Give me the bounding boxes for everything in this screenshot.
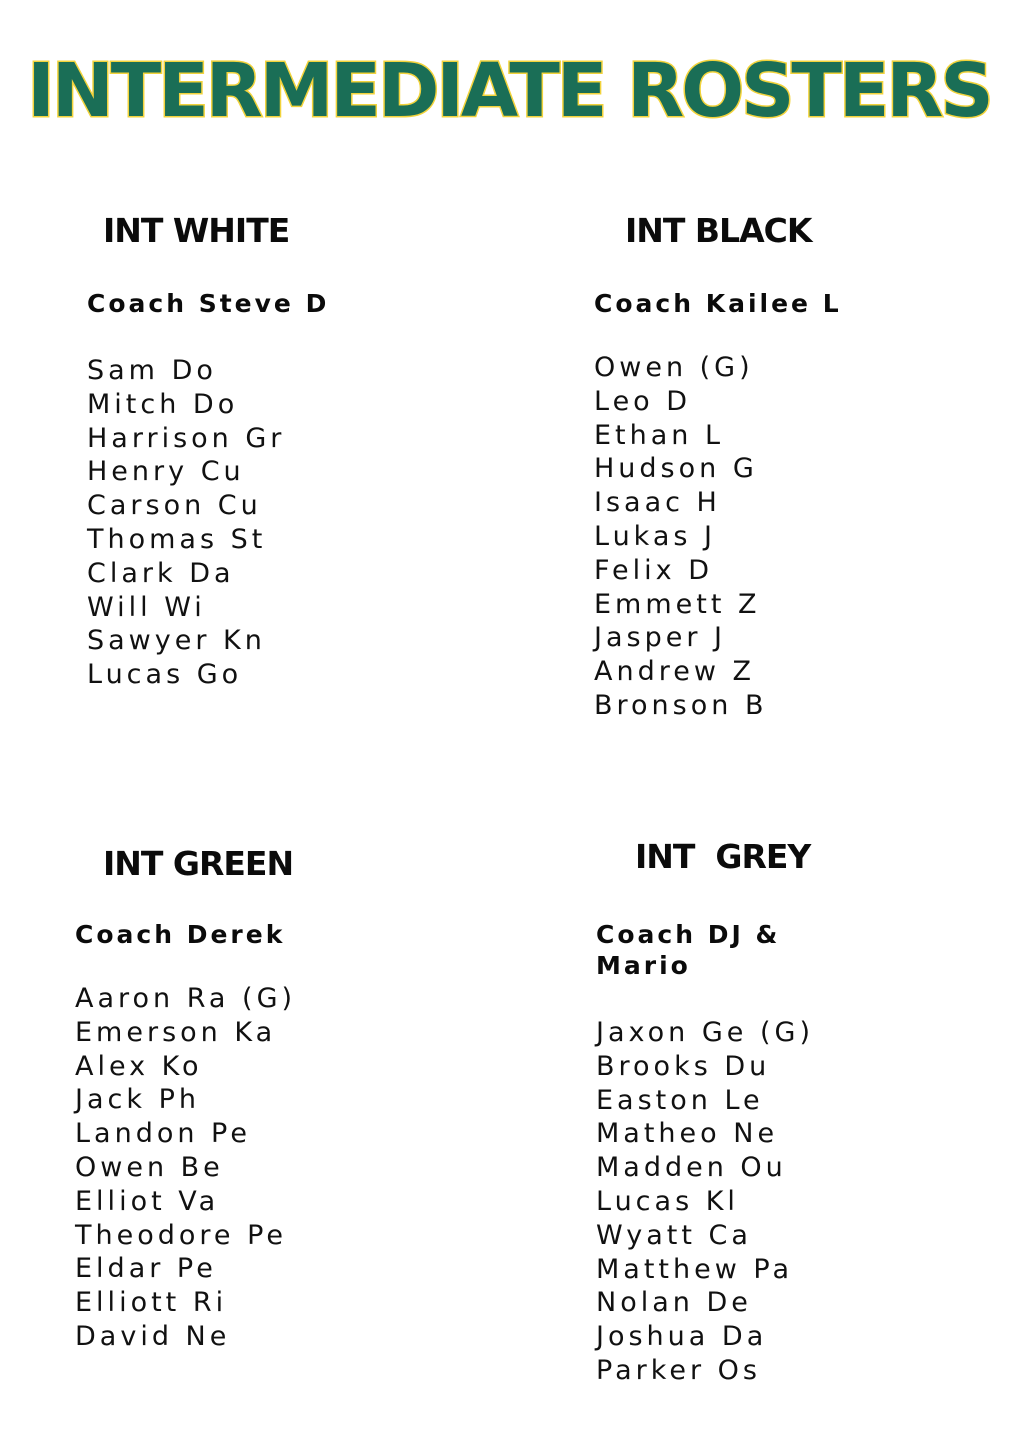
- coach-name: Coach Steve D: [87, 289, 330, 318]
- player-name: Owen Be: [75, 1151, 224, 1183]
- player-name: Joshua Da: [596, 1321, 768, 1353]
- player-list: [75, 982, 296, 1354]
- player-name: Matheo Ne: [596, 1118, 779, 1150]
- player-name: Lucas Kl: [596, 1185, 739, 1217]
- player-name: Jack Ph: [75, 1084, 200, 1116]
- player-name: Carson Cu: [87, 490, 262, 522]
- player-name: Parker Os: [596, 1354, 762, 1386]
- player-name: Sam Do: [87, 355, 217, 386]
- player-name: Andrew Z: [594, 656, 756, 688]
- player-name: Aaron Ra (G): [75, 983, 297, 1014]
- player-name: Harrison Gr: [87, 422, 286, 454]
- player-name: Elliott Ri: [75, 1287, 228, 1319]
- coach-name-continued: Mario: [596, 951, 691, 980]
- team-name: INT GREY: [635, 837, 811, 876]
- coach-name: Coach Kailee L: [594, 289, 842, 318]
- player-name: Madden Ou: [596, 1152, 787, 1184]
- player-name: Sawyer Kn: [87, 625, 266, 657]
- player-name: Ethan L: [594, 419, 725, 451]
- player-name: Jasper J: [594, 622, 726, 654]
- coach-name: Coach Derek: [75, 920, 286, 949]
- player-name: Elliot Va: [75, 1185, 220, 1217]
- player-name: Lucas Go: [87, 659, 243, 691]
- player-name: Lukas J: [594, 520, 716, 552]
- player-name: Felix D: [594, 554, 714, 586]
- player-name: Will Wi: [87, 591, 206, 623]
- player-name: Thomas St: [87, 523, 267, 555]
- player-list: [596, 1016, 814, 1388]
- team-name: INT BLACK: [625, 211, 812, 250]
- coach-name: Coach DJ &: [596, 920, 781, 949]
- player-name: Theodore Pe: [75, 1219, 288, 1251]
- player-name: Alex Ko: [75, 1050, 203, 1082]
- player-name: Leo D: [594, 385, 692, 417]
- player-name: Emerson Ka: [75, 1016, 277, 1048]
- player-name: Hudson G: [594, 453, 758, 485]
- player-name: Wyatt Ca: [596, 1219, 752, 1251]
- team-name: INT GREEN: [103, 844, 294, 883]
- player-name: Easton Le: [596, 1084, 764, 1116]
- player-name: Emmett Z: [594, 588, 761, 620]
- player-name: Mitch Do: [87, 388, 239, 420]
- player-list: [87, 354, 285, 692]
- player-name: Henry Cu: [87, 456, 245, 488]
- player-name: Matthew Pa: [596, 1253, 794, 1285]
- player-name: Clark Da: [87, 557, 235, 589]
- player-list: [594, 351, 767, 723]
- player-name: Brooks Du: [596, 1050, 771, 1082]
- player-name: Eldar Pe: [75, 1253, 217, 1285]
- player-name: David Ne: [75, 1320, 231, 1352]
- player-name: Nolan De: [596, 1287, 752, 1319]
- team-name: INT WHITE: [103, 211, 290, 250]
- player-name: Owen (G): [594, 352, 754, 383]
- player-name: Bronson B: [594, 689, 768, 721]
- page-title: INTERMEDIATE ROSTERS: [27, 48, 991, 134]
- player-name: Landon Pe: [75, 1118, 251, 1150]
- player-name: Jaxon Ge (G): [596, 1017, 814, 1048]
- player-name: Isaac H: [594, 487, 721, 519]
